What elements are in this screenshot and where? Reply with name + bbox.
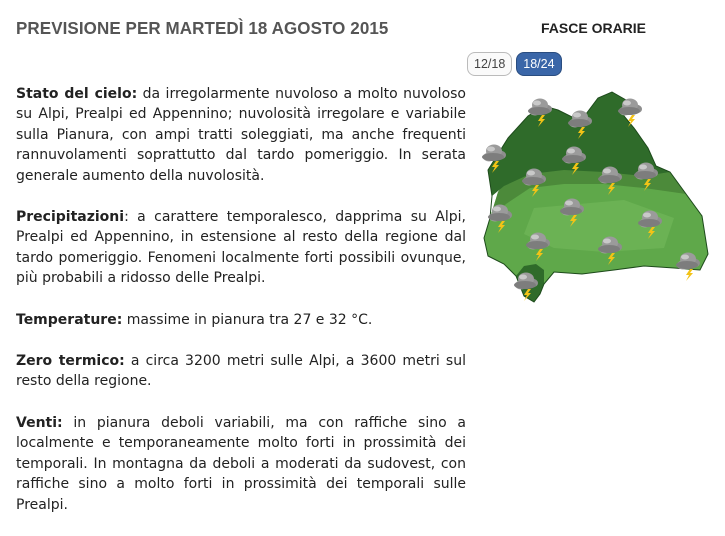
- lombardy-weather-map: [474, 88, 714, 304]
- precipitation-paragraph: [16, 207, 466, 289]
- sky-label: Stato del cielo:: [16, 86, 138, 102]
- temperature-label: Temperature:: [16, 311, 123, 328]
- time-slot-18-24-button[interactable]: 18/24: [516, 52, 561, 76]
- page-title: PREVISIONE PER MARTEDÌ 18 AGOSTO 2015: [16, 18, 389, 38]
- temperature-text: massime in pianura tra 27 e 32 °C.: [122, 311, 373, 328]
- freezing-level-text: a circa 3200 metri sulle Alpi, a 3600 metri sul resto della regione.: [16, 353, 466, 390]
- time-slot-selector: [467, 52, 562, 76]
- time-slot-12-18-button[interactable]: 12/18: [467, 52, 512, 76]
- precipitation-text: : a carattere temporalesco, dapprima su Alpi, Prealpi ed Appennino, in estensione al resto della regione dal tardo pomeriggio. Fenomeni localmente forti possibili ovunque, più probabili a ridosso delle Prealpi.: [16, 209, 466, 287]
- sky-text: da irregolarmente nuvoloso a molto nuvoloso su Alpi, Prealpi ed Appennino; nuvolosità irregolare e variabile sulla Pianura, con ampi tratti soleggiati, ma anche frequenti rannuvolamenti soprattutto dal tardo pomeriggio. In serata generale aumento della nuvolosità.: [16, 86, 466, 184]
- wind-label: Venti:: [16, 414, 63, 431]
- freezing-level-label: Zero termico:: [16, 353, 125, 370]
- freezing-level-paragraph: [16, 351, 466, 392]
- forecast-text: [16, 84, 466, 536]
- wind-text: in pianura deboli variabili, ma con raffiche sino a localmente e temporaneamente molto forti in prossimità dei temporali. In montagna da deboli a moderati da sudovest, con raffiche sino a molto forti in prossimità dei temporali sulle Prealpi.: [16, 414, 466, 513]
- wind-paragraph: [16, 413, 466, 515]
- temperature-paragraph: [16, 310, 466, 330]
- sky-paragraph: [16, 84, 466, 186]
- precipitation-label: Precipitazioni: [16, 209, 125, 226]
- time-slots-title: FASCE ORARIE: [541, 20, 647, 36]
